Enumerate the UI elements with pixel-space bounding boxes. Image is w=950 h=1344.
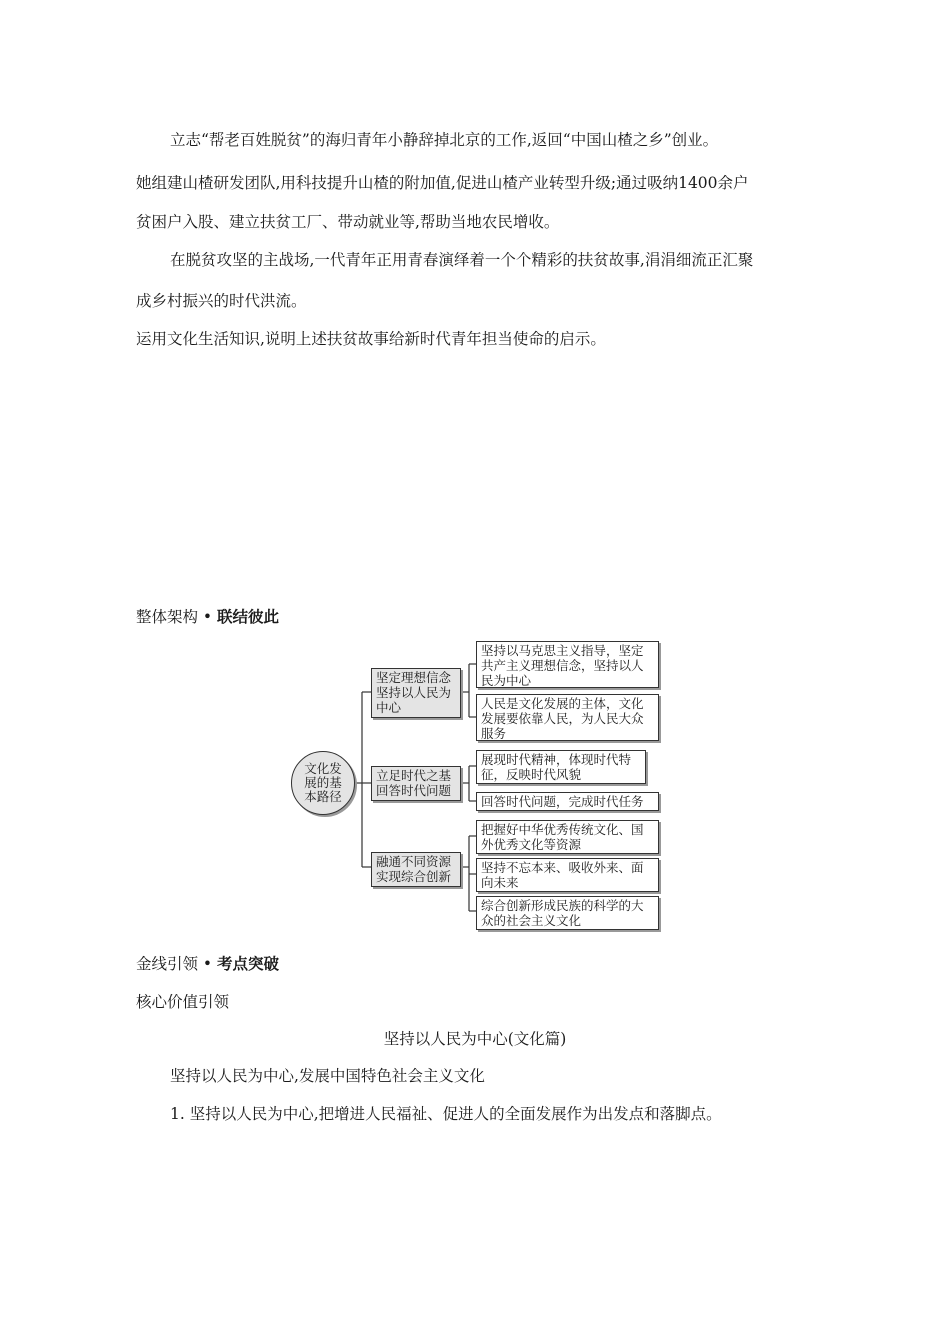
question: 运用文化生活知识,说明上述扶贫故事给新时代青年担当使命的启示。 bbox=[136, 330, 606, 348]
passage-line: 在脱贫攻坚的主战场,一代青年正用青春演绎着一个个精彩的扶贫故事,涓涓细流正汇聚 bbox=[170, 251, 754, 269]
diagram-leaf-node: 回答时代问题，完成时代任务 bbox=[476, 792, 659, 811]
subsection-heading: 核心价值引领 bbox=[136, 993, 230, 1011]
diagram-leaf-node: 人民是文化发展的主体，文化发展要依靠人民，为人民大众服务 bbox=[476, 694, 659, 741]
section-heading-bold: 考点突破 bbox=[217, 954, 280, 973]
passage-line: 她组建山楂研发团队,用科技提升山楂的附加值,促进山楂产业转型升级;通过吸纳1400余户 bbox=[136, 174, 749, 192]
diagram-leaf-node: 坚持以马克思主义指导，坚定共产主义理想信念，坚持以人民为中心 bbox=[476, 641, 659, 688]
diagram-branch-node: 融通不同资源实现综合创新 bbox=[371, 852, 461, 887]
section-heading-prefix: 金线引领 • bbox=[136, 955, 217, 973]
article-lead: 坚持以人民为中心,发展中国特色社会主义文化 bbox=[170, 1067, 485, 1085]
passage-line: 立志“帮老百姓脱贫”的海归青年小静辞掉北京的工作,返回“中国山楂之乡”创业。 bbox=[170, 131, 719, 149]
section-heading-bold: 联结彼此 bbox=[217, 607, 280, 626]
article-point: 1. 坚持以人民为中心,把增进人民福祉、促进人的全面发展作为出发点和落脚点。 bbox=[170, 1105, 722, 1123]
passage-line: 贫困户入股、建立扶贫工厂、带动就业等,帮助当地农民增收。 bbox=[136, 213, 560, 231]
diagram-root-node: 文化发展的基本路径 bbox=[291, 751, 355, 815]
passage-line: 成乡村振兴的时代洪流。 bbox=[136, 292, 307, 310]
section-heading bbox=[136, 952, 279, 974]
diagram-leaf-node: 把握好中华优秀传统文化、国外优秀文化等资源 bbox=[476, 820, 659, 854]
diagram-leaf-node: 展现时代精神，体现时代特征，反映时代风貌 bbox=[476, 750, 646, 784]
diagram-leaf-node: 综合创新形成民族的科学的大众的社会主义文化 bbox=[476, 896, 659, 930]
article-title: 坚持以人民为中心(文化篇) bbox=[383, 1030, 567, 1048]
diagram-branch-node: 坚定理想信念坚持以人民为中心 bbox=[371, 668, 461, 718]
section-heading-prefix: 整体架构 • bbox=[136, 608, 217, 626]
diagram-leaf-node: 坚持不忘本来、吸收外来、面向未来 bbox=[476, 858, 659, 892]
diagram-branch-node: 立足时代之基回答时代问题 bbox=[371, 766, 461, 801]
section-heading bbox=[136, 605, 279, 627]
